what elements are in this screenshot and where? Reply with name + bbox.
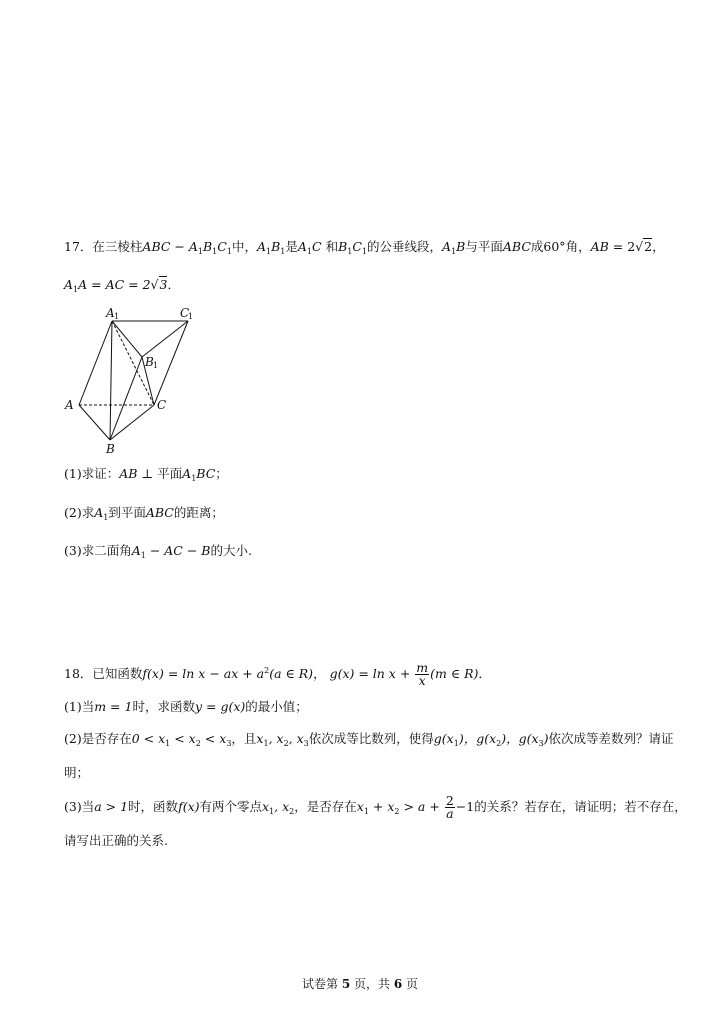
q18-p3-f: f(x) bbox=[178, 799, 200, 814]
q18-p3-d: ，是否存在 bbox=[294, 799, 357, 814]
page-footer bbox=[0, 975, 720, 992]
q17-sqrt3: 3 bbox=[159, 277, 168, 292]
q18-p3-line2: 请写出正确的关系. bbox=[64, 833, 168, 848]
q18-part2-line2 bbox=[64, 764, 89, 782]
q17-a1b: $A_1B$ bbox=[442, 239, 466, 256]
q17-p3-end: 的大小. bbox=[210, 543, 252, 558]
label-b: B bbox=[106, 442, 115, 455]
q17-sqrt2: 2 bbox=[644, 239, 653, 254]
footer-c: 页 bbox=[402, 977, 418, 991]
q17-p1-label: (1)求证： bbox=[64, 466, 120, 481]
q18-p3-ineq: $x_1 + x_2 > a$ + bbox=[356, 799, 444, 816]
q17-text: 角， bbox=[565, 239, 591, 254]
q18-g-domain: (m ∈ R) bbox=[430, 666, 479, 681]
label-b1: B bbox=[145, 355, 154, 369]
q17-p1-end: ； bbox=[215, 466, 228, 481]
q17-line2-a: A bbox=[64, 277, 74, 292]
q17-p1-text: 平面 bbox=[157, 466, 183, 481]
q18-g-num: m bbox=[416, 660, 429, 675]
q17-intro: 在三棱柱 bbox=[92, 239, 143, 254]
q17-abc: ABC bbox=[502, 239, 531, 254]
q18-p2-g: $g(x_1)$，$g(x_2)$，$g(x_3)$ bbox=[433, 731, 549, 748]
q18-period: ． bbox=[478, 666, 491, 681]
q18-p3-e: 的关系？若存在，请证明；若不存在， bbox=[474, 799, 687, 814]
edge-a1-b1 bbox=[112, 321, 142, 357]
q17-text: 成 bbox=[530, 239, 544, 254]
q18-p3-zeros: $x_1$, $x_2$ bbox=[262, 799, 295, 816]
q18-p3-frac-num: 2 bbox=[445, 793, 454, 808]
q17-p3-label: (3)求二面角 bbox=[64, 543, 132, 558]
q18-f-domain: (a ∈ R) bbox=[269, 666, 314, 681]
q17-angle: 60° bbox=[543, 239, 566, 254]
footer-b: 页，共 bbox=[350, 977, 394, 991]
q17-p1-math: AB ⊥ bbox=[119, 466, 158, 481]
q18-comma: ， bbox=[313, 666, 326, 681]
q18-p3-frac bbox=[445, 795, 455, 820]
q18-p2-ineq-start: 0 < x bbox=[131, 731, 166, 746]
q17-p2-label: (2)求 bbox=[64, 505, 95, 520]
q18-part3-line2 bbox=[64, 832, 168, 850]
q17-p2-mid: 到平面 bbox=[108, 505, 146, 520]
q17-line2: $A_1A$ = AC = 2√3． bbox=[64, 277, 180, 294]
label-a1-sub: 1 bbox=[114, 312, 120, 321]
q17-line2-rest: A = AC = 2 bbox=[78, 277, 151, 292]
footer-total: 6 bbox=[393, 977, 403, 991]
q18-f-def: f(x) = ln x − ax + a bbox=[142, 666, 265, 681]
q18-p3-cond: a > 1 bbox=[94, 799, 129, 814]
footer-a: 试卷第 bbox=[301, 977, 342, 991]
q18-p3-frac-den: a bbox=[446, 806, 454, 821]
label-a1: A bbox=[106, 306, 115, 320]
prism-figure bbox=[60, 305, 210, 455]
q18-p2-line2: 明； bbox=[64, 765, 90, 780]
edge-a1-a bbox=[79, 321, 112, 405]
q17-line2-end: ． bbox=[167, 277, 180, 292]
q18-f-sup: 2 bbox=[264, 666, 270, 675]
q17-p1-plane: $A_1BC$ bbox=[182, 466, 216, 483]
q18-part2 bbox=[64, 730, 674, 753]
q18-p2-b: ，且 bbox=[231, 731, 257, 746]
q17-p2-a1: $A_1$ bbox=[94, 505, 109, 522]
q18-p3-a: (3)当 bbox=[64, 799, 95, 814]
q17-text: 是 bbox=[285, 239, 298, 254]
q17-p3-angle: $A_1$ − AC − B bbox=[131, 543, 211, 560]
q17-part3 bbox=[64, 542, 252, 565]
q18-p2-c: 依次成等比数列，使得 bbox=[308, 731, 434, 746]
q18-g-den: x bbox=[418, 673, 426, 688]
label-c1-sub: 1 bbox=[188, 312, 194, 321]
q17-text: 与平面 bbox=[465, 239, 503, 254]
q18-p3-c: 有两个零点 bbox=[199, 799, 263, 814]
q17-p2-end: 的距离； bbox=[173, 505, 224, 520]
q18-p3-b: 时，函数 bbox=[128, 799, 179, 814]
q18-p2-a: (2)是否存在 bbox=[64, 731, 132, 746]
q17-text: ， bbox=[652, 239, 665, 254]
q18-p1-b: 时，求函数 bbox=[132, 699, 195, 714]
q17-b1c1: $B_1C_1$ bbox=[338, 239, 368, 256]
edge-a1-b bbox=[110, 321, 112, 440]
edge-a-b bbox=[79, 405, 110, 440]
q17-p2-abc: ABC bbox=[145, 505, 174, 520]
q18-part1 bbox=[64, 698, 308, 716]
q18-p2-ineq: $0 < x_1 < x_2 < x_3$ bbox=[131, 731, 232, 748]
q17-text: = 2 bbox=[608, 239, 636, 254]
q18-part3: (3)当a > 1时，函数f(x)有两个零点$x_1$, $x_2$，是否存在$x_1 + x_2 > a$ + $\frac{2}{a}$ −1的关系？若存在，请证明；若不存在， bbox=[64, 793, 687, 821]
q18-p1-y: y = g(x) bbox=[194, 699, 246, 714]
q17-text: 中， bbox=[231, 239, 257, 254]
q18-g-def: g(x) = ln x + bbox=[329, 666, 415, 681]
q17-part2 bbox=[64, 504, 224, 527]
label-a: A bbox=[65, 398, 74, 412]
q17-text: 和 bbox=[325, 239, 339, 254]
q17-number: 17． bbox=[64, 239, 93, 254]
q18-intro: 已知函数 bbox=[92, 666, 143, 681]
q17-ab: AB bbox=[590, 239, 609, 254]
footer-page: 5 bbox=[341, 977, 351, 991]
q17-prism: ABC − $A_1B_1C_1$ bbox=[142, 239, 232, 256]
edge-c1-c bbox=[154, 321, 188, 405]
q18-p1-a: (1)当 bbox=[64, 699, 95, 714]
label-c1: C bbox=[180, 306, 190, 320]
label-c: C bbox=[157, 398, 167, 412]
q18-p1-m: m = 1 bbox=[94, 699, 133, 714]
q17-text: 的公垂线段， bbox=[367, 239, 443, 254]
q18-p1-c: 的最小值； bbox=[245, 699, 308, 714]
q17-a1c: $A_1C$ bbox=[297, 239, 322, 256]
q18-number: 18． bbox=[64, 666, 93, 681]
q17-a1b1: $A_1B_1$ bbox=[256, 239, 286, 256]
q18-p2-seq: $x_1$, $x_2$, $x_3$ bbox=[256, 731, 309, 748]
q18-p2-d: 依次成等差数列？请证 bbox=[548, 731, 674, 746]
label-b1-sub: 1 bbox=[153, 361, 159, 370]
q17-part1 bbox=[64, 465, 228, 488]
q18-g-frac bbox=[415, 662, 429, 687]
q18-line1 bbox=[64, 662, 491, 687]
q17-line1: 17．在三棱柱ABC − $A_1B_1C_1$中，$A_1B_1$是$A_1C$ 和$B_1C_1$的公垂线段，$A_1B$与平面ABC成60°角，AB = 2√2， bbox=[64, 239, 665, 256]
